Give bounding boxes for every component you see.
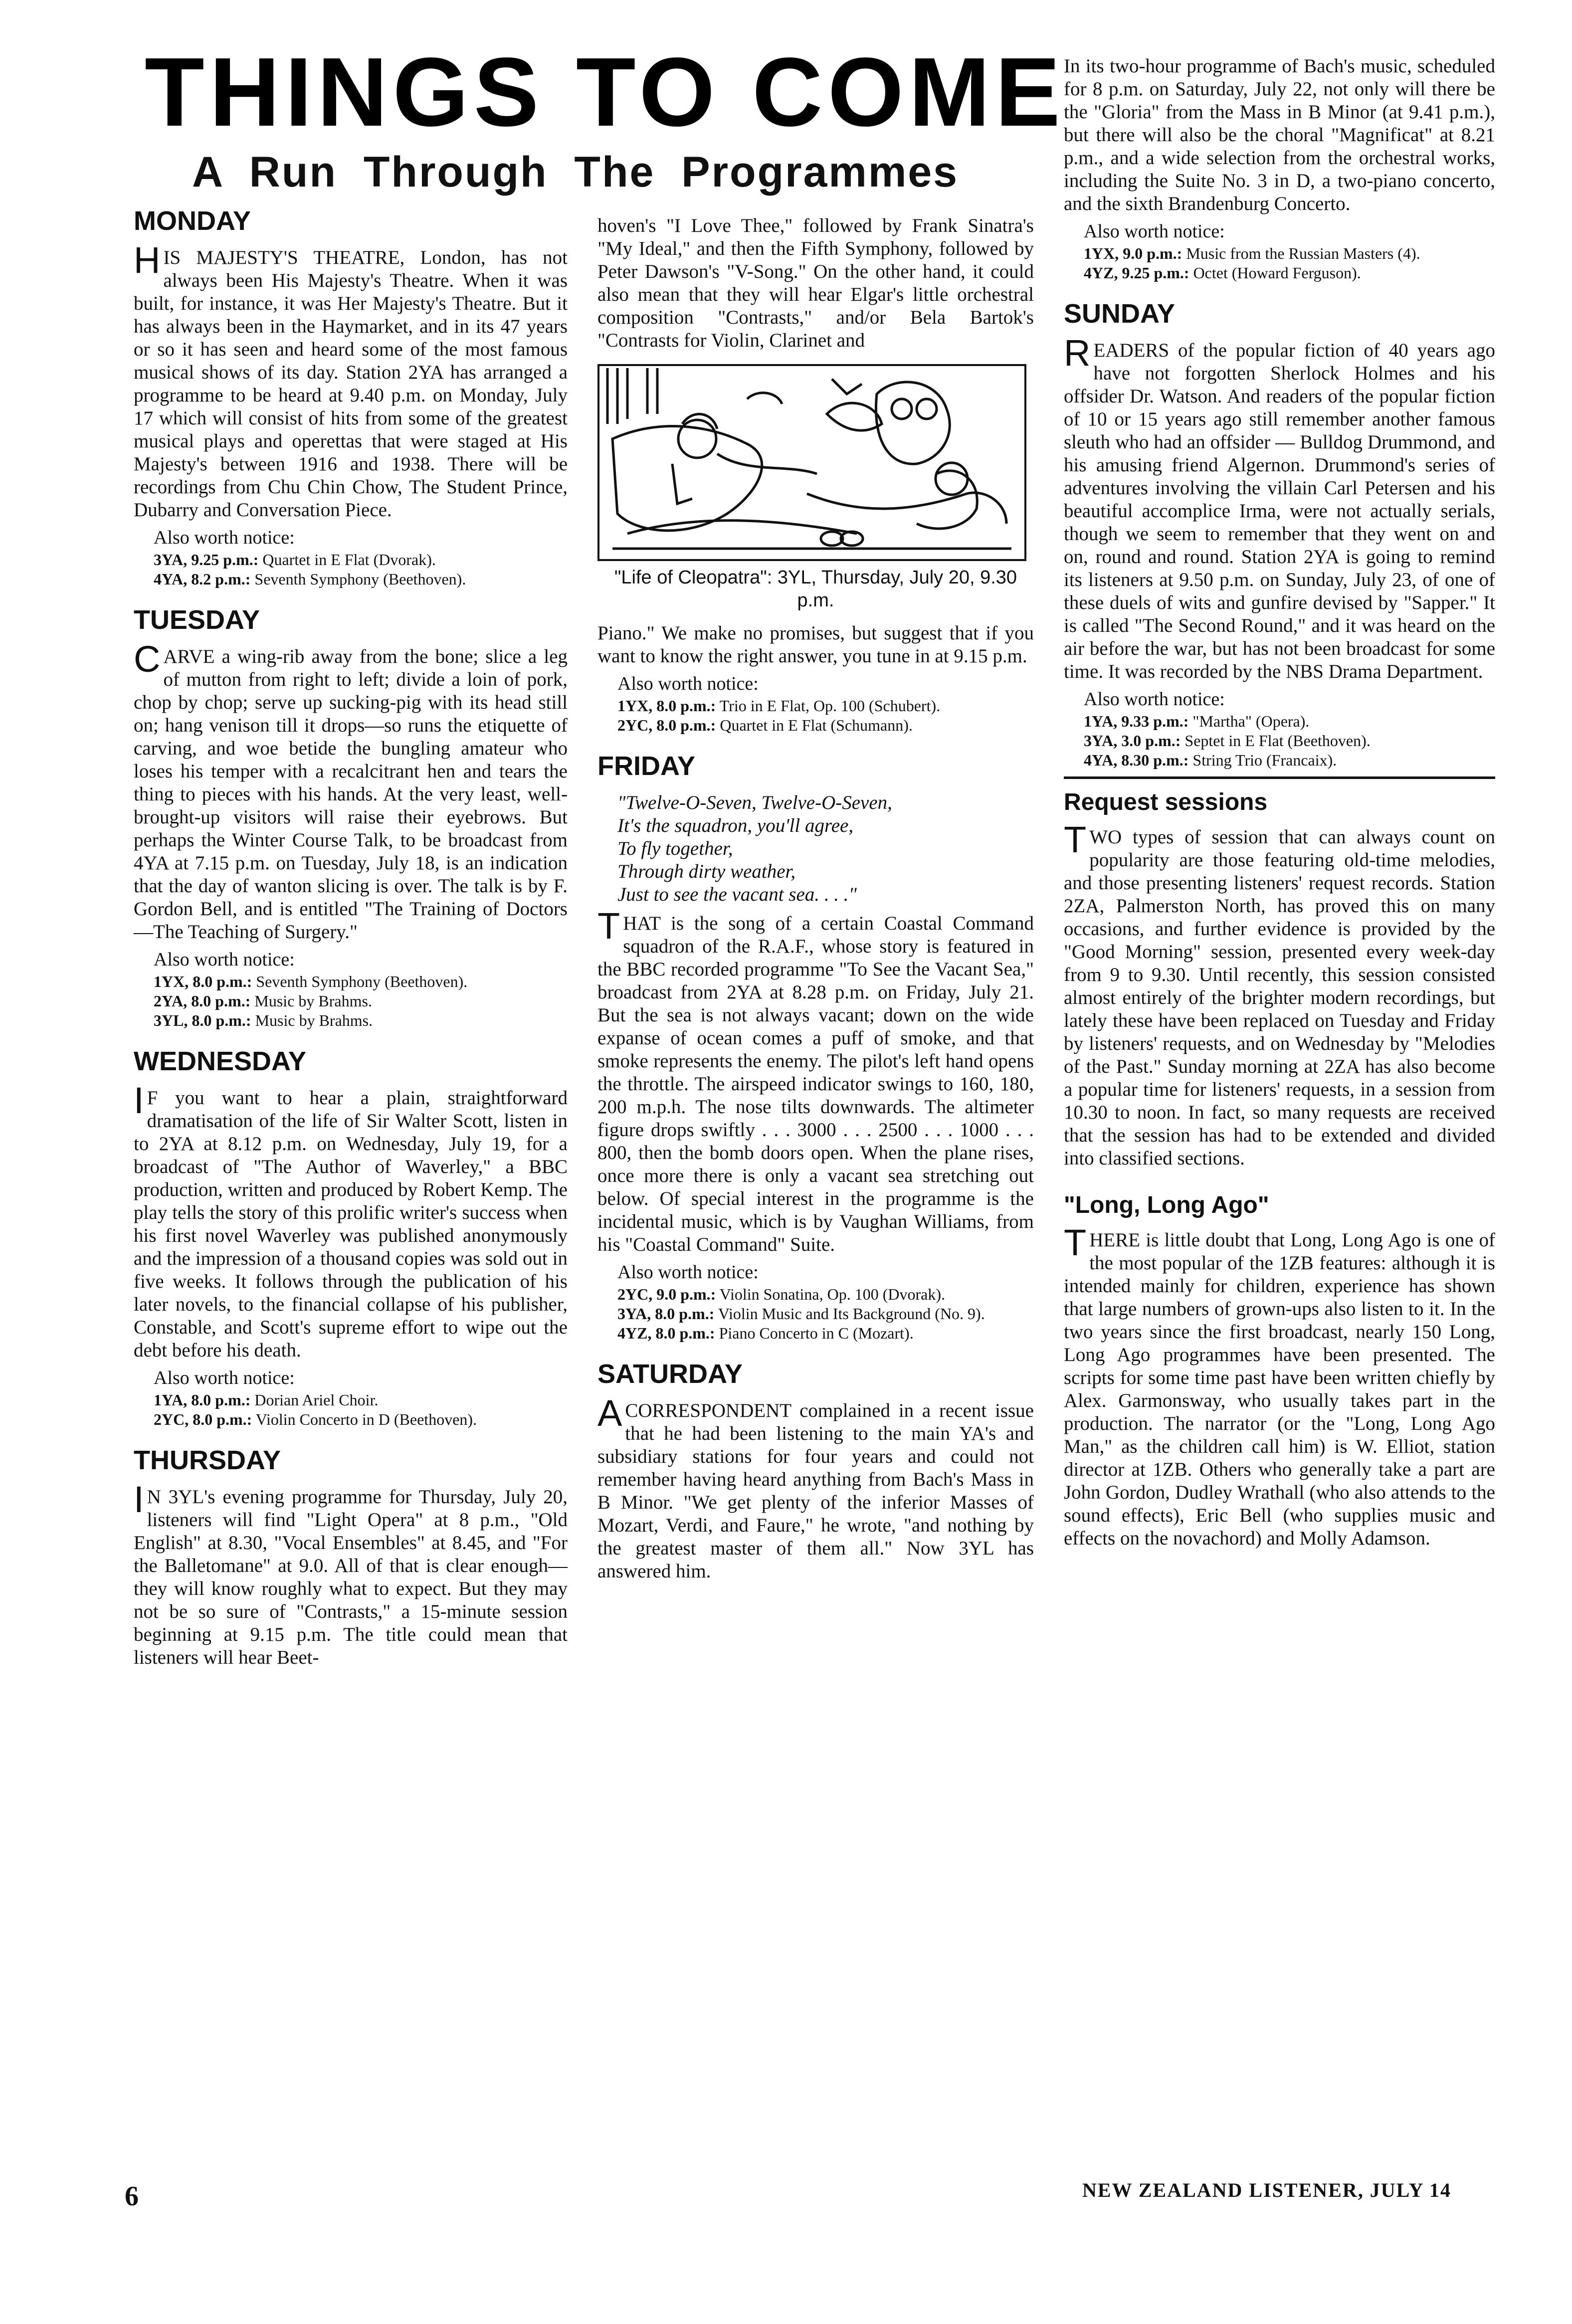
page-title: THINGS TO COME: [145, 37, 1066, 147]
worth-notice-label: Also worth notice:: [154, 949, 295, 970]
notice-item: 3YL, 8.0 p.m.: Music by Brahms.: [154, 1011, 373, 1029]
dropcap: A: [597, 1392, 622, 1434]
sunday-text: EADERS of the popular fiction of 40 years ago have not forgotten Sherlock Holmes and his offsider Dr. Watson. And readers of the popular fiction of 10 or 15 years ago still remember another famous sleuth who had an offsider — Bulldog Drummond, and his amusing friend Algernon. Drummond's series of adventures involving the villain Carl Petersen and his beautiful accomplice Irma, were not actually serials, though we seem to remember that they went on and on, round and round. Station 2YA is going to remind its listeners at 9.50 p.m. on Sunday, July 23, of one of these duels of wits and gunfire devised by "Sapper." It is called "The Second Round," and it was heard on the air before the war, but has not been broadcast for some time. It was recorded by the NBS Drama Department.: [1064, 340, 1495, 682]
column-right: [1064, 55, 1495, 1550]
dropcap: T: [597, 905, 620, 947]
illustration-caption: "Life of Cleopatra": 3YL, Thursday, July 20, 9.30 p.m.: [614, 567, 1017, 611]
sunday-heading: SUNDAY: [1064, 299, 1176, 329]
thursday-article-continued: [597, 214, 1034, 352]
verse-line: It's the squadron, you'll agree,: [617, 815, 854, 836]
notice-item: 1YA, 9.33 p.m.: "Martha" (Opera).: [1084, 712, 1310, 730]
dropcap: R: [1064, 332, 1091, 374]
worth-notice-label: Also worth notice:: [154, 1367, 295, 1388]
tuesday-heading: TUESDAY: [134, 605, 260, 635]
notice-item: 4YA, 8.2 p.m.: Seventh Symphony (Beethoven).: [154, 570, 466, 588]
worth-notice-label: Also worth notice:: [617, 673, 759, 694]
thursday-heading: THURSDAY: [134, 1445, 281, 1475]
saturday-text-part2: In its two-hour programme of Bach's music, scheduled for 8 p.m. on Saturday, July 22, not only will there be the "Gloria" from the Mass in B Minor (at 9.41 p.m.), but there will also be the choral "Magnificat" at 8.21 p.m., and a wide selection from the orchestral works, including the Suite No. 3 in D, a two-piano concerto, and the sixth Brandenburg Concerto.: [1064, 55, 1495, 214]
section-divider: [1064, 776, 1495, 779]
notice-item: 2YC, 8.0 p.m.: Quartet in E Flat (Schumann).: [617, 716, 913, 734]
tuesday-article: [134, 638, 568, 944]
notice-item: 4YZ, 9.25 p.m.: Octet (Howard Ferguson).: [1084, 264, 1361, 282]
monday-heading: MONDAY: [134, 206, 251, 236]
tuesday-text: ARVE a wing-rib away from the bone; slice a leg of mutton from right to left; divide a loin of pork, chop by chop; serve up sucking-pig with its head still on; hang venison till it drops—so runs the etiquette of carving, and woe betide the bungling amateur who loses his temper with a recalcitrant hen and tears the thing to pieces with his hands. At the very least, well-brought-up visitors will raise their eyebrows. But perhaps the Winter Course Talk, to be broadcast from 4YA at 7.15 p.m. on Tuesday, July 18, is an indication that the day of wanton slicing is over. The talk is by F. Gordon Bell, and is entitled "The Training of Doctors—The Teaching of Surgery.": [134, 646, 568, 943]
long-long-ago-article: [1064, 1222, 1495, 1550]
notice-item: 1YX, 9.0 p.m.: Music from the Russian Masters (4).: [1084, 244, 1420, 262]
request-sessions-text: WO types of session that can always count on popularity are those featuring old-time melodies, and those presenting listeners' request records. Station 2ZA, Palmerston North, has proved this on many occasions, and further evidence is provided by the "Good Morning" session, presented every week-day from 9 to 9.30. Until recently, this session consisted almost entirely of the brighter modern recordings, but lately these have been replaced on Tuesday and Friday by listeners' requests, and on Wednesday by "Melodies of the Past." Sunday morning at 2ZA has also become a popular time for listeners' requests, in a session from 10.30 to noon. In fact, so many requests are received that the session has had to be extended and divided into classified sections.: [1064, 826, 1495, 1169]
saturday-heading: SATURDAY: [597, 1359, 743, 1389]
monday-text: IS MAJESTY'S THEATRE, London, has not always been His Majesty's Theatre. When it was built, for instance, it was Her Majesty's Theatre. But it has always been in the Haymarket, and in its 47 years or so it has seen and heard some of the most famous musical shows of its day. Station 2YA has arranged a programme to be heard at 9.40 p.m. on Monday, July 17 which will consist of hits from some of the greatest musical plays and operettas that were staged at His Majesty's between 1916 and 1938. There will be recordings from Chu Chin Chow, The Student Prince, Dubarry and Conversation Piece.: [134, 247, 568, 521]
verse-line: To fly together,: [617, 838, 733, 859]
friday-heading: FRIDAY: [597, 751, 696, 781]
friday-text: HAT is the song of a certain Coastal Command squadron of the R.A.F., whose story is featured in the BBC recorded programme "To See the Vacant Sea," broadcast from 2YA at 8.28 p.m. on Friday, July 21. But the sea is not always vacant; down on the wide expanse of ocean comes a puff of smoke, and that smoke represents the enemy. The pilot's left hand opens the throttle. The airspeed indicator swings to 160, 180, 200 m.p.h. The nose tilts downwards. The altimeter figure drops swiftly . . . 3000 . . . 2500 . . . 1000 . . . 800, then the bomb doors open. When the plane rises, once more there is only a vacant sea stretching out below. Of special interest in the programme is the incidental music, which is by Vaughan Williams, from his "Coastal Command" Suite.: [597, 913, 1034, 1255]
page-subtitle: A Run Through The Programmes: [192, 148, 959, 196]
friday-article: [597, 905, 1034, 1256]
worth-notice-label: Also worth notice:: [1084, 221, 1225, 242]
request-sessions-heading: Request sessions: [1064, 789, 1268, 815]
notice-item: 4YA, 8.30 p.m.: String Trio (Francaix).: [1084, 751, 1337, 769]
long-long-ago-text: HERE is little doubt that Long, Long Ago is one of the most popular of the 1ZB features: although it is intended mainly for children, experience has shown that large numbers of grown-ups also listen to it. In the two years since the first broadcast, nearly 150 Long, Long Ago programmes have been presented. The scripts for some time past have been written chiefly by Alex. Garmonsway, who usually takes part in the production. The narrator (or the "Long, Long Ago Man," as the children call him) is W. Elliot, station director at 1ZB. Others who generally take a part are John Gordon, Dudley Wrathall (who also attends to the sound effects), Eric Bell (who supplies music and effects on the novachord) and Molly Adamson.: [1064, 1229, 1495, 1549]
column-left: [134, 204, 568, 1669]
dropcap: T: [1064, 819, 1087, 860]
saturday-text-part1: CORRESPONDENT complained in a recent issue that he had been listening to the main YA's and subsidiary stations for four years and could not remember having heard anything from Bach's Mass in B Minor. "We get plenty of the inferior Masses of Mozart, Verdi, and Faure," he wrote, "and nothing by the greatest master of them all." Now 3YL has answered him.: [597, 1400, 1034, 1582]
request-sessions-article: [1064, 819, 1495, 1170]
notice-item: 4YZ, 8.0 p.m.: Piano Concerto in C (Mozart).: [617, 1324, 914, 1342]
thursday-text-part1: N 3YL's evening programme for Thursday, July 20, listeners will find "Light Opera" at 8 p.m., "Old English" at 8.30, "Vocal Ensembles" at 8.45, and "For the Balletomane" at 9.0. All of that is clear enough—they will know roughly what to expect. But they may not be so sure of "Contrasts," a 15-minute session beginning at 9.15 p.m. The title could mean that listeners will hear Beet-: [134, 1486, 568, 1668]
column-middle: [597, 214, 1034, 1583]
verse-line: Through dirty weather,: [617, 861, 796, 882]
page-number: 6: [125, 2181, 139, 2212]
verse-line: Just to see the vacant sea. . . .": [617, 884, 857, 905]
thursday-article-end: Piano." We make no promises, but suggest that if you want to know the right answer, you tune in at 9.15 p.m.: [597, 622, 1034, 667]
publication-footer: NEW ZEALAND LISTENER, JULY 14: [1082, 2179, 1452, 2201]
thursday-article: [134, 1479, 568, 1669]
dropcap: I: [134, 1080, 144, 1121]
wednesday-heading: WEDNESDAY: [134, 1046, 307, 1076]
notice-item: 2YC, 8.0 p.m.: Violin Concerto in D (Beethoven).: [154, 1410, 477, 1428]
long-long-ago-heading: "Long, Long Ago": [1064, 1192, 1269, 1218]
dropcap: T: [1064, 1222, 1087, 1263]
notice-item: 2YC, 9.0 p.m.: Violin Sonatina, Op. 100 (Dvorak).: [617, 1285, 945, 1303]
notice-item: 1YA, 8.0 p.m.: Dorian Ariel Choir.: [154, 1391, 379, 1409]
notice-item: 3YA, 8.0 p.m.: Violin Music and Its Background (No. 9).: [617, 1305, 985, 1323]
monday-article: [134, 239, 568, 522]
dropcap: C: [134, 638, 161, 680]
cleopatra-illustration: [597, 364, 1026, 561]
worth-notice-label: Also worth notice:: [1084, 689, 1225, 710]
dropcap: I: [134, 1479, 144, 1520]
notice-item: 3YA, 3.0 p.m.: Septet in E Flat (Beethoven).: [1084, 732, 1371, 750]
verse-line: "Twelve-O-Seven, Twelve-O-Seven,: [617, 792, 892, 813]
friday-verse: [617, 791, 1034, 906]
notice-item: 2YA, 8.0 p.m.: Music by Brahms.: [154, 992, 372, 1010]
worth-notice-label: Also worth notice:: [154, 527, 295, 548]
worth-notice-label: Also worth notice:: [617, 1262, 759, 1283]
notice-item: 1YX, 8.0 p.m.: Trio in E Flat, Op. 100 (Schubert).: [617, 697, 941, 715]
notice-item: 3YA, 9.25 p.m.: Quartet in E Flat (Dvorak).: [154, 551, 436, 569]
saturday-article: [597, 1392, 1034, 1583]
wednesday-text: F you want to hear a plain, straightforward dramatisation of the life of Sir Walter Scott, listen in to 2YA at 8.12 p.m. on Wednesday, July 19, for a broadcast of "The Author of Waverley," a BBC production, written and produced by Robert Kemp. The play tells the story of this prolific writer's success when his first novel Waverley was published anonymously and the impression of a thousand copies was sold out in five weeks. It follows through the publication of his later novels, to the financial collapse of his publisher, Constable, and Scott's supreme effort to wipe out the debt before his death.: [134, 1087, 568, 1361]
dropcap: H: [134, 239, 161, 281]
thursday-text-part2: hoven's "I Love Thee," followed by Frank Sinatra's "My Ideal," and then the Fifth Symphony, followed by Peter Dawson's "V-Song." On the other hand, it could also mean that they will hear Elgar's little orchestral composition "Contrasts," and/or Bela Bartok's "Contrasts for Violin, Clarinet and: [597, 215, 1034, 351]
saturday-article-continued: [1064, 55, 1495, 215]
notice-item: 1YX, 8.0 p.m.: Seventh Symphony (Beethoven).: [154, 972, 468, 990]
wednesday-article: [134, 1080, 568, 1362]
sunday-article: [1064, 332, 1495, 683]
